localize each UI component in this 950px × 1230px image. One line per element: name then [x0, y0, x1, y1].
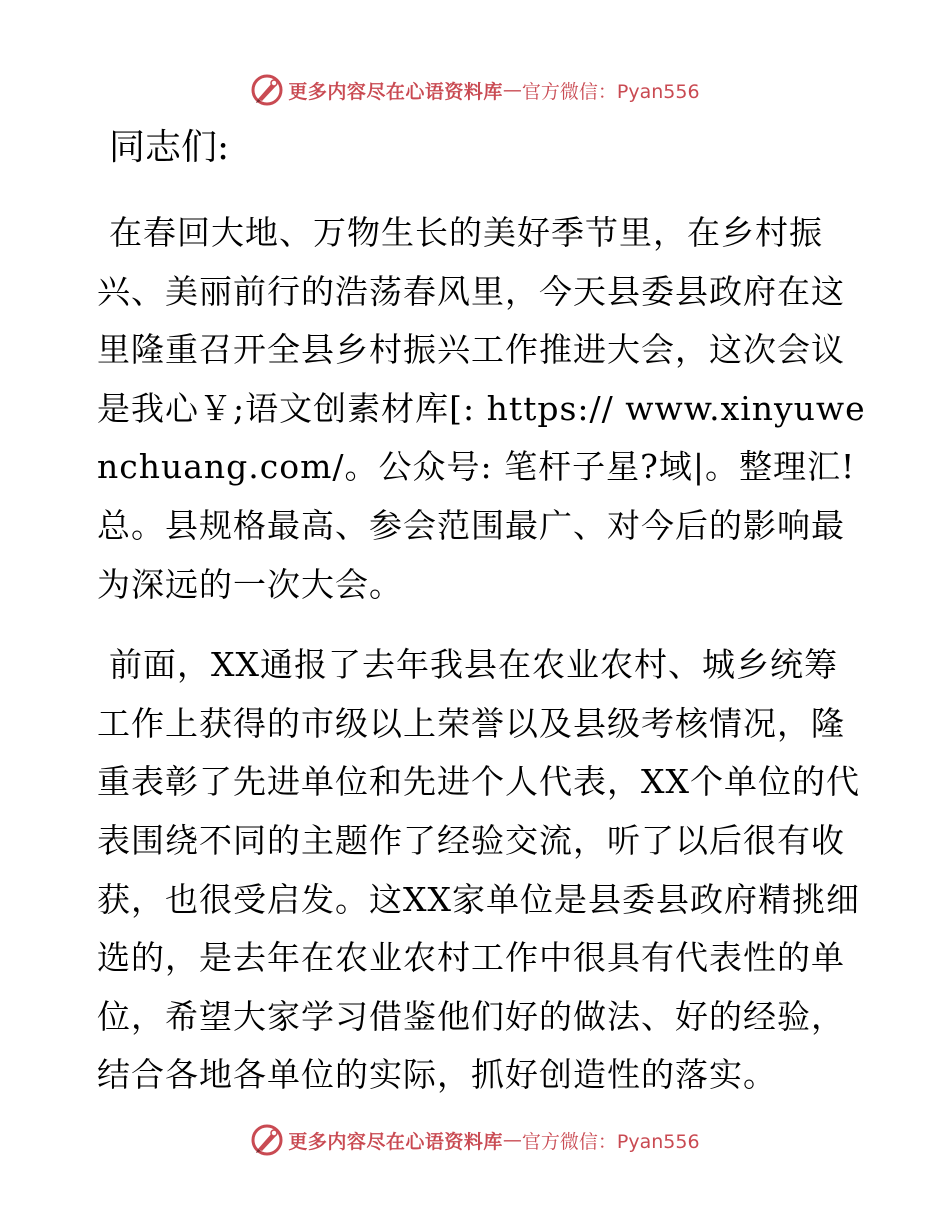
greeting: 同志们: [109, 127, 230, 168]
banner-text: 更多内容尽在心语资料库 [288, 1130, 503, 1153]
paragraph-1: 在春回大地、万物生长的美好季节里，在乡村振兴、美丽前行的浩荡春风里，今天县委县政府在这里隆重召开全县乡村振兴工作推进大会，这次会议是我心￥;语文创素材库[: https:// www.xinyuwenchuang.com/。公众号: 笔杆子星?域|。整理汇! 总。县规格最高、参会范围最广、对今后的影响最为深远的一次大会。 [97, 213, 866, 604]
header-banner [0, 70, 950, 110]
paragraph-2: 前面，XX通报了去年我县在农业农村、城乡统筹工作上获得的市级以上荣誉以及县级考核情况，隆重表彰了先进单位和先进个人代表，XX个单位的代表围绕不同的主题作了经验交流，听了以后很有收获，也很受启发。这XX家单位是县委县政府精挑细选的，是去年在农业农村工作中很具有代表性的单位，希望大家学习借鉴他们好的做法、好的经验，结合各地各单位的实际，抓好创造性的落实。 [97, 645, 860, 1095]
banner-wechat: 官方微信：Pyan556 [521, 80, 700, 103]
pen-logo-icon [250, 1123, 284, 1157]
pen-logo-icon [250, 73, 284, 107]
banner-text: 更多内容尽在心语资料库 [288, 80, 503, 103]
banner-separator: — [502, 1129, 522, 1151]
footer-banner [0, 1120, 950, 1160]
banner-separator: — [502, 79, 522, 101]
banner-wechat: 官方微信：Pyan556 [521, 1130, 700, 1153]
document-body [97, 118, 867, 1127]
